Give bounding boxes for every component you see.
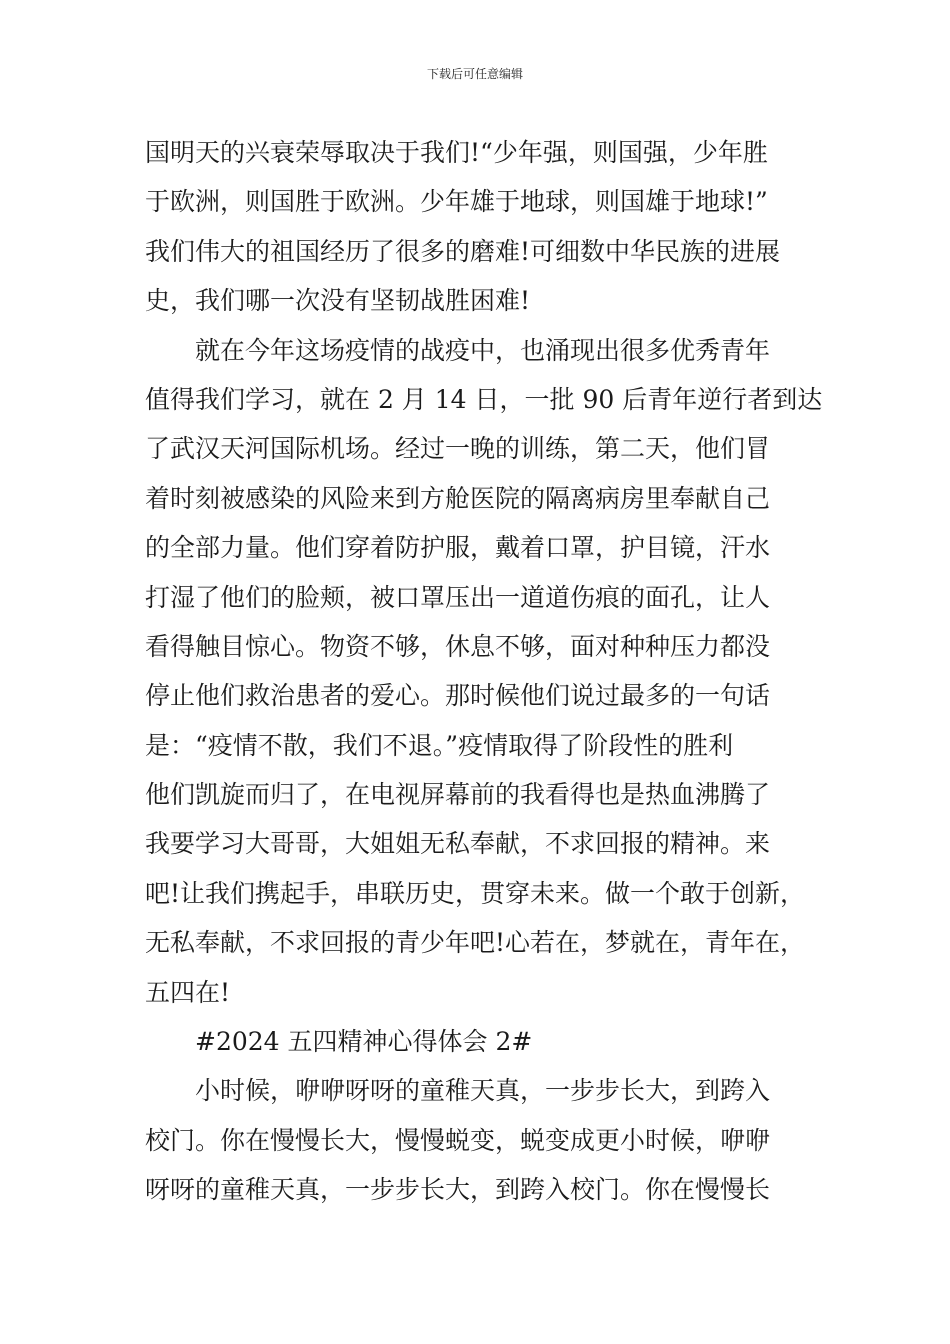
text-line: 吧!让我们携起手，串联历史，贯穿未来。做一个敢于创新， — [145, 878, 806, 908]
text-line: 着时刻被感染的风险来到方舱医院的隔离病房里奉献自己 — [145, 483, 771, 513]
text-line: 我们伟大的祖国经历了很多的磨难!可细数中华民族的进展 — [145, 236, 781, 266]
text-line: 呀呀的童稚天真，一步步长大，到跨入校门。你在慢慢长 — [145, 1175, 771, 1205]
text-line: 校门。你在慢慢长大，慢慢蜕变，蜕变成更小时候，咿咿 — [145, 1125, 771, 1155]
text-line: 打湿了他们的脸颊，被口罩压出一道道伤痕的面孔，让人 — [145, 582, 771, 612]
text-line: 了武汉天河国际机场。经过一晚的训练，第二天，他们冒 — [145, 434, 771, 464]
text-line: 我要学习大哥哥，大姐姐无私奉献，不求回报的精神。来 — [145, 829, 771, 859]
section-heading: #2024 五四精神心得体会 2# — [195, 1027, 533, 1057]
page-header: 下载后可任意编辑 — [426, 67, 523, 81]
text-line: 于欧洲，则国胜于欧洲。少年雄于地球，则国雄于地球!” — [145, 187, 768, 217]
text-line: 史，我们哪一次没有坚韧战胜困难! — [145, 286, 531, 316]
document-body — [145, 128, 825, 1215]
text-line: 停止他们救治患者的爱心。那时候他们说过最多的一句话 — [145, 681, 771, 711]
paragraph-first-line: 小时候，咿咿呀呀的童稚天真，一步步长大，到跨入 — [195, 1076, 771, 1106]
text-line: 的全部力量。他们穿着防护服，戴着口罩，护目镜，汗水 — [145, 533, 771, 563]
text-line: 五四在! — [145, 977, 231, 1007]
paragraph-first-line: 就在今年这场疫情的战疫中，也涌现出很多优秀青年 — [195, 335, 771, 365]
text-line: 他们凯旋而归了，在电视屏幕前的我看得也是热血沸腾了 — [145, 780, 771, 810]
text-line: 是：“疫情不散，我们不退。”疫情取得了阶段性的胜利 — [145, 730, 734, 760]
text-line: 国明天的兴衰荣辱取决于我们!“少年强，则国强，少年胜 — [145, 138, 768, 167]
text-line: 看得触目惊心。物资不够，休息不够，面对种种压力都没 — [145, 631, 771, 661]
text-line: 值得我们学习，就在 2 月 14 日，一批 90 后青年逆行者到达 — [145, 384, 823, 414]
text-line: 无私奉献，不求回报的青少年吧!心若在，梦就在，青年在， — [145, 928, 806, 958]
